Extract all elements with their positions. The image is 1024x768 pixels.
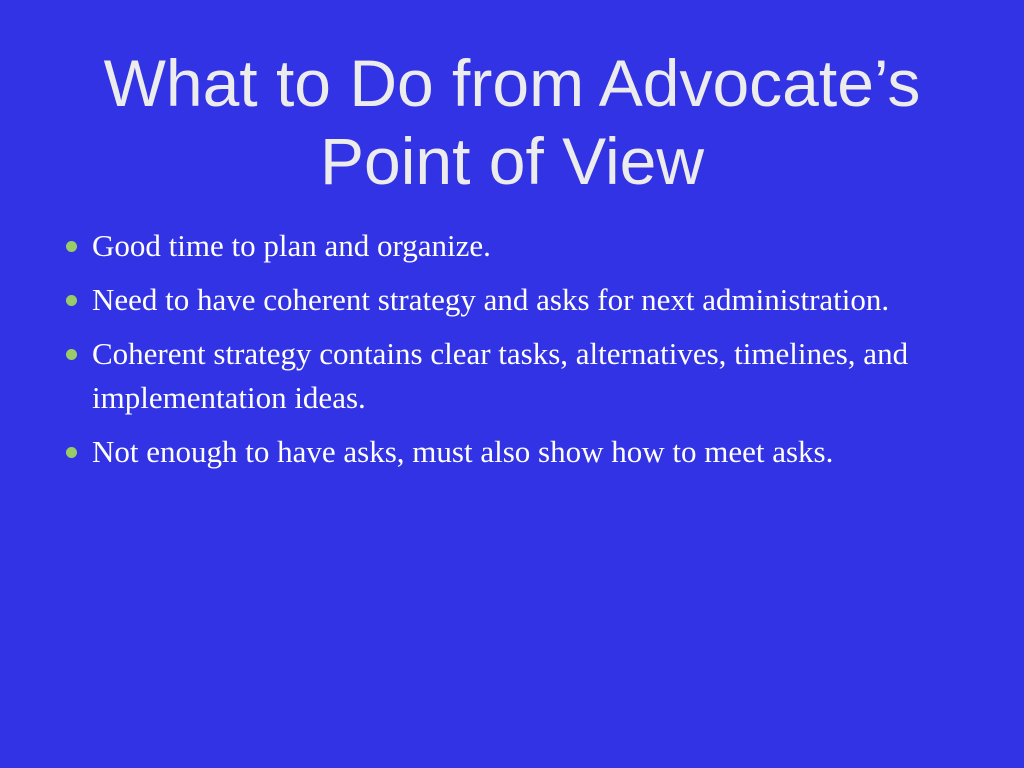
title-line-2: Point of View — [319, 124, 704, 198]
bullet-text: Coherent strategy contains clear tasks, alternatives, timelines, and implementation ideas. — [92, 336, 909, 415]
bullet-dot-icon — [66, 447, 77, 458]
bullet-dot-icon — [66, 241, 77, 252]
bullet-text: Not enough to have asks, must also show how to meet asks. — [92, 434, 834, 469]
bullet-list — [64, 224, 924, 484]
bullet-text: Good time to plan and organize. — [92, 228, 491, 263]
bullet-text: Need to have coherent strategy and asks for next administration. — [92, 282, 890, 317]
bullet-item — [64, 332, 924, 420]
bullet-item — [64, 278, 924, 322]
bullet-item — [64, 430, 924, 474]
bullet-dot-icon — [66, 349, 77, 360]
bullet-dot-icon — [66, 295, 77, 306]
slide-title — [40, 44, 984, 200]
title-line-1: What to Do from Advocate’s — [103, 46, 921, 120]
bullet-item — [64, 224, 924, 268]
